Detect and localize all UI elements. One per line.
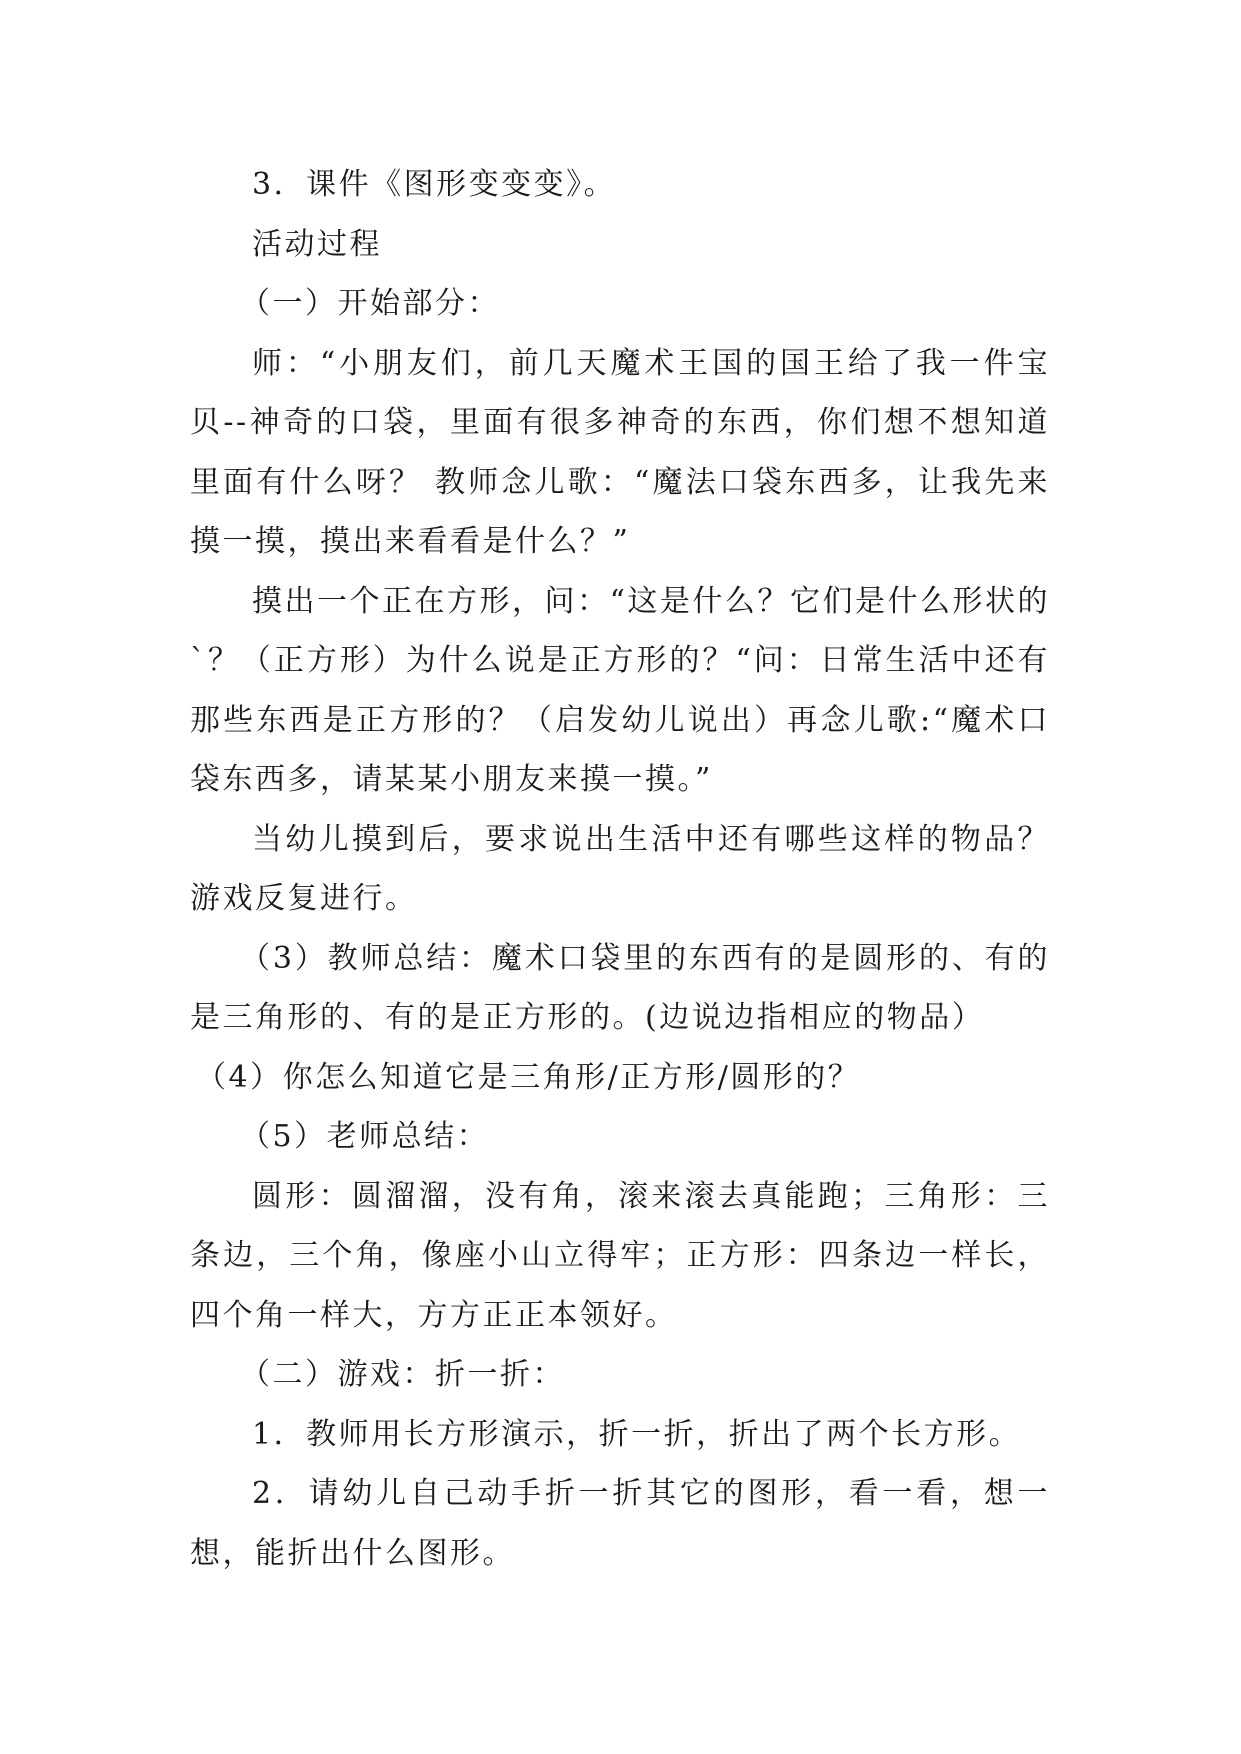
- paragraph-teacher-summary: （3）教师总结：魔术口袋里的东西有的是圆形的、有的是三角形的、有的是正方形的。(边说边指相应的物品）: [190, 940, 1050, 1035]
- paragraph-question-4: （4）你怎么知道它是三角形/正方形/圆形的？: [196, 1059, 861, 1095]
- folding-step-1: 1．教师用长方形演示，折一折，折出了两个长方形。: [252, 1416, 1022, 1452]
- paragraph-teacher-intro: 师：“小朋友们，前几天魔术王国的国王给了我一件宝贝--神奇的口袋，里面有很多神奇的东西，你们想不想知道里面有什么呀？ 教师念儿歌：“魔法口袋东西多，让我先来摸一摸，摸出来看看是什么？”: [190, 345, 1050, 559]
- folding-step-2: 2．请幼儿自己动手折一折其它的图形，看一看，想一想，能折出什么图形。: [190, 1476, 1050, 1571]
- material-item-3: 3．课件《图形变变变》。: [252, 167, 617, 202]
- paragraph-shape-rhyme: 圆形：圆溜溜，没有角，滚来滚去真能跑；三角形：三条边，三个角，像座小山立得牢；正方形：四条边一样长，四个角一样大，方方正正本领好。: [190, 1178, 1050, 1333]
- document-body: [190, 155, 1050, 1583]
- subsection-heading-opening: （一）开始部分：: [240, 286, 500, 321]
- section-heading-activity-process: 活动过程: [252, 226, 382, 262]
- paragraph-game-repeat: 当幼儿摸到后，要求说出生活中还有哪些这样的物品？游戏反复进行。: [190, 821, 1050, 916]
- paragraph-square-question: 摸出一个正在方形，问：“这是什么？它们是什么形状的`？（正方形）为什么说是正方形的？“问：日常生活中还有那些东西是正方形的？（启发幼儿说出）再念儿歌:“魔术口袋东西多，请某某小朋友来摸一摸。”: [190, 583, 1050, 797]
- paragraph-teacher-summary-5: （5）老师总结：: [240, 1119, 490, 1154]
- subsection-heading-folding-game: （二）游戏：折一折：: [240, 1357, 565, 1392]
